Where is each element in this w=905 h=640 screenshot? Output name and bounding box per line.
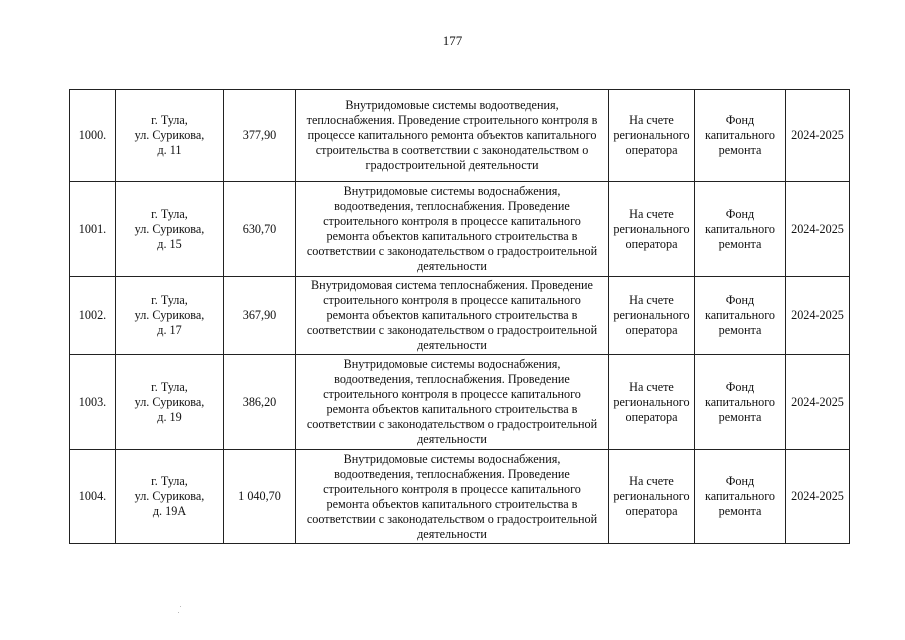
- work-line: водоотведения, теплоснабжения. Проведение: [334, 372, 570, 386]
- address-line: д. 15: [157, 236, 182, 251]
- address-line: д. 19А: [152, 504, 187, 518]
- account-line: оператора: [625, 323, 678, 337]
- account-line: регионального: [613, 489, 690, 503]
- work-line: строительного контроля в процессе капитального: [323, 481, 581, 496]
- capital-repair-table: [69, 89, 850, 544]
- work-line: ремонта объектов капитального строительства в: [326, 308, 578, 322]
- address-cell: [116, 182, 224, 277]
- source-line: ремонта: [718, 409, 762, 424]
- account-line: регионального: [613, 128, 690, 142]
- area-cell: 377,90: [224, 90, 296, 182]
- work-line: соответствии с законодательством о градостроительной: [306, 511, 598, 526]
- work-line: деятельности: [417, 259, 487, 273]
- account-line: На счете: [629, 474, 674, 488]
- work-line: ремонта объектов капитального строительства в: [326, 496, 578, 511]
- source-line: Фонд: [725, 113, 755, 127]
- work-line: деятельности: [417, 432, 487, 446]
- source-line: Фонд: [725, 293, 755, 307]
- funding-source-cell: [695, 355, 786, 450]
- source-line: Фонд: [725, 206, 755, 221]
- account-line: оператора: [625, 236, 678, 251]
- work-line: Внутридомовые системы водоснабжения,: [343, 357, 561, 371]
- account-line: регионального: [613, 221, 690, 236]
- account-line: На счете: [629, 379, 674, 394]
- table-body: [70, 90, 850, 544]
- period-cell: 2024-2025: [786, 355, 850, 450]
- table-row: [70, 450, 850, 544]
- period-cell: 2024-2025: [786, 90, 850, 182]
- address-line: г. Тула,: [151, 379, 188, 394]
- row-number-cell: 1004.: [70, 450, 116, 544]
- account-line: На счете: [629, 113, 674, 127]
- work-description-cell: [296, 90, 609, 182]
- work-line: строительного контроля в процессе капитального: [323, 293, 581, 307]
- account-line: оператора: [625, 409, 678, 424]
- source-line: Фонд: [725, 474, 755, 488]
- work-line: строительства в соответствии с законодательством о: [315, 143, 589, 157]
- funding-source-cell: [695, 277, 786, 355]
- address-cell: [116, 355, 224, 450]
- work-description-cell: [296, 450, 609, 544]
- account-cell: [609, 355, 695, 450]
- table-row: [70, 355, 850, 450]
- address-line: г. Тула,: [151, 113, 188, 127]
- row-number-cell: 1003.: [70, 355, 116, 450]
- work-line: Внутридомовые системы водоснабжения,: [343, 451, 561, 466]
- address-line: д. 17: [157, 323, 182, 337]
- row-number-cell: 1000.: [70, 90, 116, 182]
- address-line: г. Тула,: [151, 206, 188, 221]
- work-line: деятельности: [417, 338, 487, 352]
- work-line: Внутридомовые системы водоснабжения,: [343, 184, 561, 198]
- source-line: Фонд: [725, 379, 755, 394]
- period-cell: 2024-2025: [786, 277, 850, 355]
- account-line: На счете: [629, 293, 674, 307]
- address-cell: [116, 90, 224, 182]
- table-row: [70, 277, 850, 355]
- account-cell: [609, 182, 695, 277]
- address-line: ул. Сурикова,: [134, 221, 205, 236]
- account-line: регионального: [613, 394, 690, 409]
- account-cell: [609, 90, 695, 182]
- area-cell: 386,20: [224, 355, 296, 450]
- account-line: оператора: [625, 143, 678, 157]
- table-row: [70, 182, 850, 277]
- area-cell: 367,90: [224, 277, 296, 355]
- source-line: капитального: [704, 308, 776, 322]
- work-line: водоотведения, теплоснабжения. Проведение: [334, 199, 570, 213]
- address-cell: [116, 450, 224, 544]
- address-line: д. 11: [157, 143, 182, 157]
- funding-source-cell: [695, 90, 786, 182]
- period-cell: 2024-2025: [786, 450, 850, 544]
- work-line: соответствии с законодательством о градостроительной: [306, 244, 598, 258]
- work-line: строительного контроля в процессе капитального: [323, 214, 581, 228]
- address-line: ул. Сурикова,: [134, 489, 205, 503]
- work-line: теплоснабжения. Проведение строительного контроля в: [306, 113, 598, 127]
- work-line: соответствии с законодательством о градостроительной: [306, 323, 598, 337]
- address-line: г. Тула,: [151, 474, 188, 488]
- work-description-cell: [296, 277, 609, 355]
- source-line: ремонта: [718, 504, 762, 518]
- work-line: ремонта объектов капитального строительства в: [326, 229, 578, 243]
- source-line: капитального: [704, 394, 776, 409]
- work-line: деятельности: [417, 526, 487, 541]
- period-cell: 2024-2025: [786, 182, 850, 277]
- source-line: ремонта: [718, 323, 762, 337]
- account-line: регионального: [613, 308, 690, 322]
- account-cell: [609, 277, 695, 355]
- work-line: Внутридомовые системы водоотведения,: [345, 98, 559, 112]
- source-line: ремонта: [718, 143, 762, 157]
- address-line: ул. Сурикова,: [134, 308, 205, 322]
- account-cell: [609, 450, 695, 544]
- work-line: ремонта объектов капитального строительства в: [326, 402, 578, 416]
- account-line: оператора: [625, 504, 678, 518]
- work-line: строительного контроля в процессе капитального: [323, 387, 581, 401]
- address-line: г. Тула,: [151, 293, 188, 307]
- work-line: процессе капитального ремонта объектов капитального: [307, 128, 597, 142]
- source-line: капитального: [704, 128, 776, 142]
- row-number-cell: 1001.: [70, 182, 116, 277]
- address-line: ул. Сурикова,: [134, 128, 205, 142]
- page-number: 177: [442, 33, 463, 48]
- source-line: ремонта: [718, 236, 762, 251]
- source-line: капитального: [704, 221, 776, 236]
- area-cell: 630,70: [224, 182, 296, 277]
- work-line: градостроительной деятельности: [365, 158, 539, 172]
- scan-speck: [180, 606, 181, 607]
- address-cell: [116, 277, 224, 355]
- work-description-cell: [296, 355, 609, 450]
- work-line: водоотведения, теплоснабжения. Проведение: [334, 466, 570, 481]
- work-description-cell: [296, 182, 609, 277]
- address-line: ул. Сурикова,: [134, 394, 205, 409]
- table-row: [70, 90, 850, 182]
- work-line: Внутридомовая система теплоснабжения. Проведение: [311, 278, 593, 292]
- scan-speck: [178, 612, 179, 613]
- account-line: На счете: [629, 206, 674, 221]
- row-number-cell: 1002.: [70, 277, 116, 355]
- address-line: д. 19: [157, 409, 182, 424]
- work-line: соответствии с законодательством о градостроительной: [306, 417, 598, 431]
- source-line: капитального: [704, 489, 776, 503]
- funding-source-cell: [695, 182, 786, 277]
- area-cell: 1 040,70: [224, 450, 296, 544]
- funding-source-cell: [695, 450, 786, 544]
